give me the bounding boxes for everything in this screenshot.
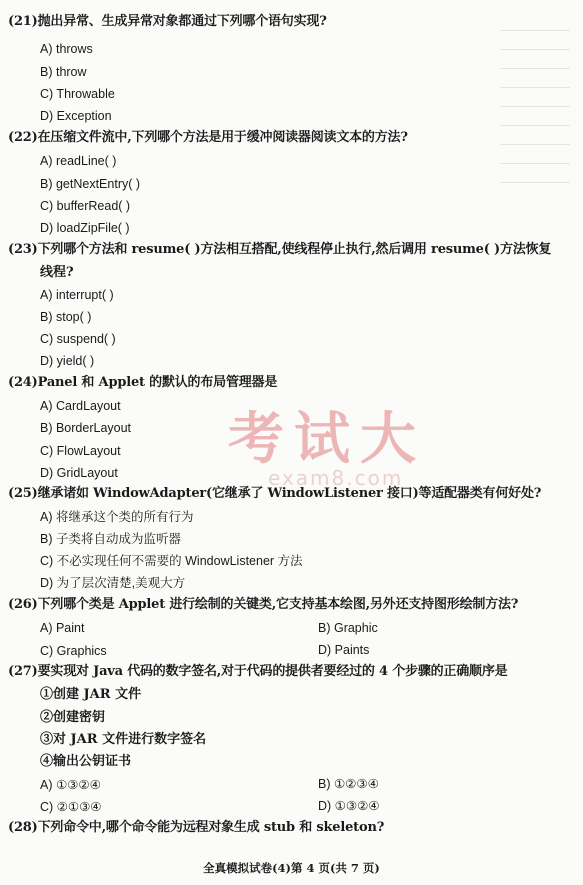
q27-step-2: ②创建密钥 xyxy=(40,710,106,725)
question-21-stem: (21)抛出异常、生成异常对象都通过下列哪个语句实现? xyxy=(8,14,327,29)
watermark-chinese: 考试大 xyxy=(228,407,426,472)
question-24-stem: (24)Panel 和 Applet 的默认的布局管理器是 xyxy=(8,375,278,390)
q26-option-a: A) Paint xyxy=(40,621,85,635)
q24-option-d: D) GridLayout xyxy=(40,466,118,480)
q27-option-b: B) ①②③④ xyxy=(318,777,379,791)
q22-option-b: B) getNextEntry( ) xyxy=(40,177,141,191)
q24-option-b: B) BorderLayout xyxy=(40,421,132,435)
q24-option-a: A) CardLayout xyxy=(40,399,121,413)
watermark-url: exam8.com xyxy=(268,466,404,490)
q22-option-c: C) bufferRead( ) xyxy=(40,199,131,213)
q26-option-c: C) Graphics xyxy=(40,644,107,658)
q23-option-b: B) stop( ) xyxy=(40,310,92,324)
q22-option-a: A) readLine( ) xyxy=(40,154,117,168)
bleed-through-text xyxy=(500,30,570,230)
question-28-stem: (28)下列命令中,哪个命令能为远程对象生成 stub 和 skeleton? xyxy=(8,820,385,835)
question-23-stem: (23)下列哪个方法和 resume( )方法相互搭配,使线程停止执行,然后调用 resume( )方法恢复 xyxy=(8,242,552,257)
question-25-stem: (25)继承诸如 WindowAdapter(它继承了 WindowListener 接口)等适配器类有何好处? xyxy=(8,486,542,501)
q27-step-4: ④输出公钥证书 xyxy=(40,754,132,769)
q23-option-c: C) suspend( ) xyxy=(40,332,116,346)
q27-step-1: ①创建 JAR 文件 xyxy=(40,687,142,702)
question-22-stem: (22)在压缩文件流中,下列哪个方法是用于缓冲阅读器阅读文本的方法? xyxy=(8,130,408,145)
q23-option-d: D) yield( ) xyxy=(40,354,95,368)
q26-option-d: D) Paints xyxy=(318,643,370,657)
question-23-stem-continued: 线程? xyxy=(40,265,74,280)
q24-option-c: C) FlowLayout xyxy=(40,444,121,458)
q26-option-b: B) Graphic xyxy=(318,621,378,635)
q21-option-c: C) Throwable xyxy=(40,87,115,101)
q27-option-d: D) ①③②④ xyxy=(318,799,380,813)
question-26-stem: (26)下列哪个类是 Applet 进行绘制的关键类,它支持基本绘图,另外还支持图形绘制方法? xyxy=(8,597,519,612)
q22-option-d: D) loadZipFile( ) xyxy=(40,221,130,235)
q27-option-c: C) ②①③④ xyxy=(40,800,102,814)
q23-option-a: A) interrupt( ) xyxy=(40,288,114,302)
question-27-stem: (27)要实现对 Java 代码的数字签名,对于代码的提供者要经过的 4 个步骤的正确顺序是 xyxy=(8,664,508,679)
watermark xyxy=(228,407,438,492)
q27-option-a: A) ①③②④ xyxy=(40,778,101,792)
q25-option-b: B) 子类将自动成为监听器 xyxy=(40,532,181,546)
page-footer: 全真模拟试卷(4)第 4 页(共 7 页) xyxy=(203,861,380,875)
q25-option-d: D) 为了层次清楚,美观大方 xyxy=(40,576,186,590)
q27-step-3: ③对 JAR 文件进行数字签名 xyxy=(40,732,207,747)
q21-option-a: A) throws xyxy=(40,42,93,56)
q25-option-c: C) 不必实现任何不需要的 WindowListener 方法 xyxy=(40,554,303,568)
q21-option-d: D) Exception xyxy=(40,109,112,123)
q21-option-b: B) throw xyxy=(40,65,87,79)
q25-option-a: A) 将继承这个类的所有行为 xyxy=(40,510,194,524)
